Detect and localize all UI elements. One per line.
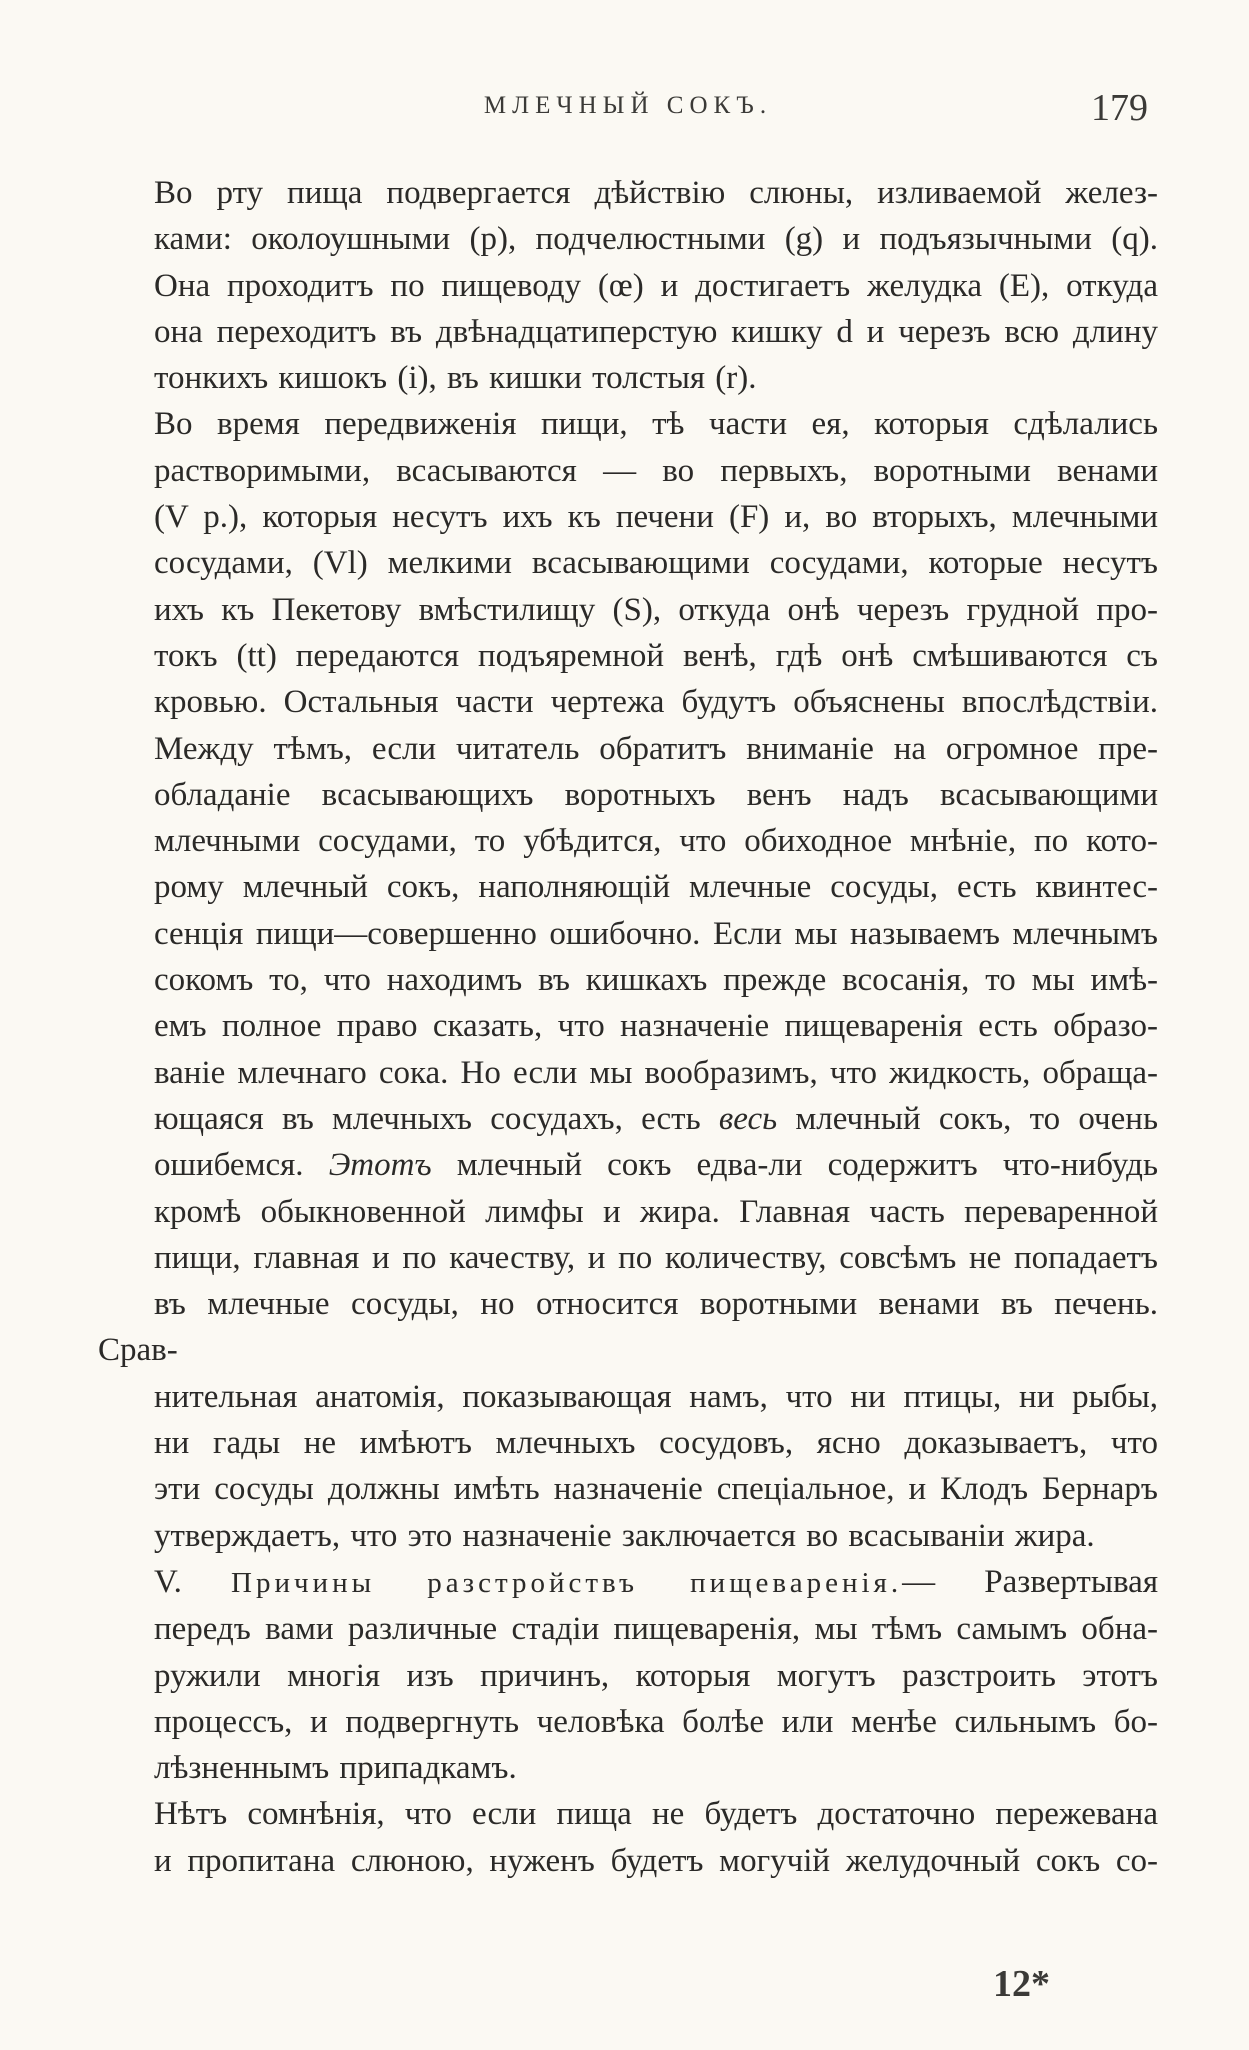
section-number: V.	[154, 1563, 182, 1600]
text-line	[98, 1559, 1158, 1606]
text-segment: ошибемся.	[154, 1147, 329, 1184]
text-line: кромѣ обыкновенной лимфы и жира. Главная часть переваренной	[154, 1193, 1158, 1230]
text-line: растворимыми, всасываются — во первыхъ, воротными венами	[154, 452, 1158, 489]
paragraph-4	[98, 1791, 1158, 1884]
text-line: ками: околоушными (p), подчелюстными (g) и подъязычными (q).	[154, 221, 1158, 258]
text-line: утверждаетъ, что это назначеніе заключается во всасываніи жира.	[154, 1517, 1095, 1554]
text-line	[98, 1142, 1158, 1188]
text-line: обладаніе всасывающихъ воротныхъ венъ надъ всасывающими	[154, 776, 1158, 813]
text-line: кровью. Остальныя части чертежа будутъ объяснены впослѣдствіи.	[154, 684, 1158, 721]
text-line: ни гады не имѣютъ млечныхъ сосудовъ, ясно доказываетъ, что	[154, 1425, 1158, 1462]
text-line: лѣзненнымъ припадкамъ.	[154, 1750, 517, 1787]
text-segment: млечный сокъ едва-ли содержитъ что-нибудь	[431, 1147, 1159, 1184]
page-header	[98, 87, 1158, 136]
paragraph-2	[98, 401, 1158, 1558]
text-line: емъ полное право сказать, что назначеніе пищеваренія есть образо-	[154, 1008, 1158, 1045]
text-line: она переходитъ въ двѣнадцатиперстую кишку d и черезъ всю длину	[154, 313, 1158, 350]
italic-word: Этотъ	[328, 1147, 432, 1184]
text-line: процессъ, и подвергнуть человѣка болѣе или менѣе сильнымъ бо-	[154, 1703, 1158, 1740]
text-line: млечными сосудами, то убѣдится, что обиходное мнѣніе, по кото-	[154, 823, 1158, 860]
paragraph-3	[98, 1559, 1158, 1791]
text-line: сосудами, (Vl) мелкими всасывающими сосудами, которые несутъ	[154, 545, 1158, 582]
text-line: рому млечный сокъ, наполняющій млечные сосуды, есть квинтес-	[154, 869, 1158, 906]
text-line: ружили многія изъ причинъ, которыя могутъ разстроить этотъ	[154, 1657, 1158, 1694]
section-heading: Причины разстройствъ пищеваренія.	[231, 1566, 903, 1599]
italic-word: весь	[718, 1100, 778, 1137]
text-line: передъ вами различные стадіи пищеваренія, мы тѣмъ самымъ обна-	[154, 1611, 1158, 1648]
running-title: МЛЕЧНЫЙ СОКЪ.	[483, 92, 773, 119]
text-line: Между тѣмъ, если читатель обратитъ вниманіе на огромное пре-	[154, 730, 1158, 767]
text-line: и пропитана слюною, нуженъ будетъ могучій желудочный сокъ со-	[154, 1842, 1158, 1879]
text-line: эти сосуды должны имѣть назначеніе спеціальное, и Клодъ Бернаръ	[154, 1471, 1158, 1508]
text-segment: — Развертывая	[902, 1563, 1158, 1600]
body-text	[98, 170, 1158, 1884]
signature-mark: 12*	[993, 1963, 1050, 2005]
text-line: пищи, главная и по качеству, и по количеству, совсѣмъ не попадаетъ	[154, 1239, 1158, 1276]
text-line: въ млечные сосуды, но относится воротными венами въ печень. Срав-	[98, 1286, 1158, 1369]
text-segment: ющаяся въ млечныхъ сосудахъ, есть	[154, 1100, 719, 1137]
text-line: Во время передвиженія пищи, тѣ части ея, которыя сдѣлались	[154, 406, 1158, 443]
paragraph-1	[98, 170, 1158, 401]
text-line: Во рту пища подвергается дѣйствію слюны, изливаемой желез-	[154, 175, 1158, 211]
text-line: токъ (tt) передаются подъяремной венѣ, гдѣ онѣ смѣшиваются съ	[154, 637, 1158, 674]
page-number: 179	[1091, 87, 1148, 129]
text-line: ихъ къ Пекетову вмѣстилищу (S), откуда онѣ черезъ грудной про-	[154, 591, 1158, 628]
text-segment: млечный сокъ, то очень	[777, 1100, 1158, 1137]
text-line: сенція пищи—совершенно ошибочно. Если мы называемъ млечнымъ	[154, 915, 1158, 952]
text-line	[98, 1096, 1158, 1142]
text-line: Она проходитъ по пищеводу (œ) и достигаетъ желудка (E), откуда	[154, 267, 1158, 304]
text-line: нительная анатомія, показывающая намъ, что ни птицы, ни рыбы,	[154, 1378, 1158, 1415]
text-line: тонкихъ кишокъ (i), въ кишки толстыя (r).	[154, 360, 757, 397]
text-line: (V p.), которыя несутъ ихъ къ печени (F) и, во вторыхъ, млечными	[154, 499, 1158, 536]
text-line: ваніе млечнаго сока. Но если мы вообразимъ, что жидкость, обраща-	[154, 1054, 1158, 1091]
text-line: сокомъ то, что находимъ въ кишкахъ прежде всосанія, то мы имѣ-	[154, 962, 1158, 999]
text-line: Нѣтъ сомнѣнія, что если пища не будетъ достаточно пережевана	[154, 1796, 1158, 1833]
